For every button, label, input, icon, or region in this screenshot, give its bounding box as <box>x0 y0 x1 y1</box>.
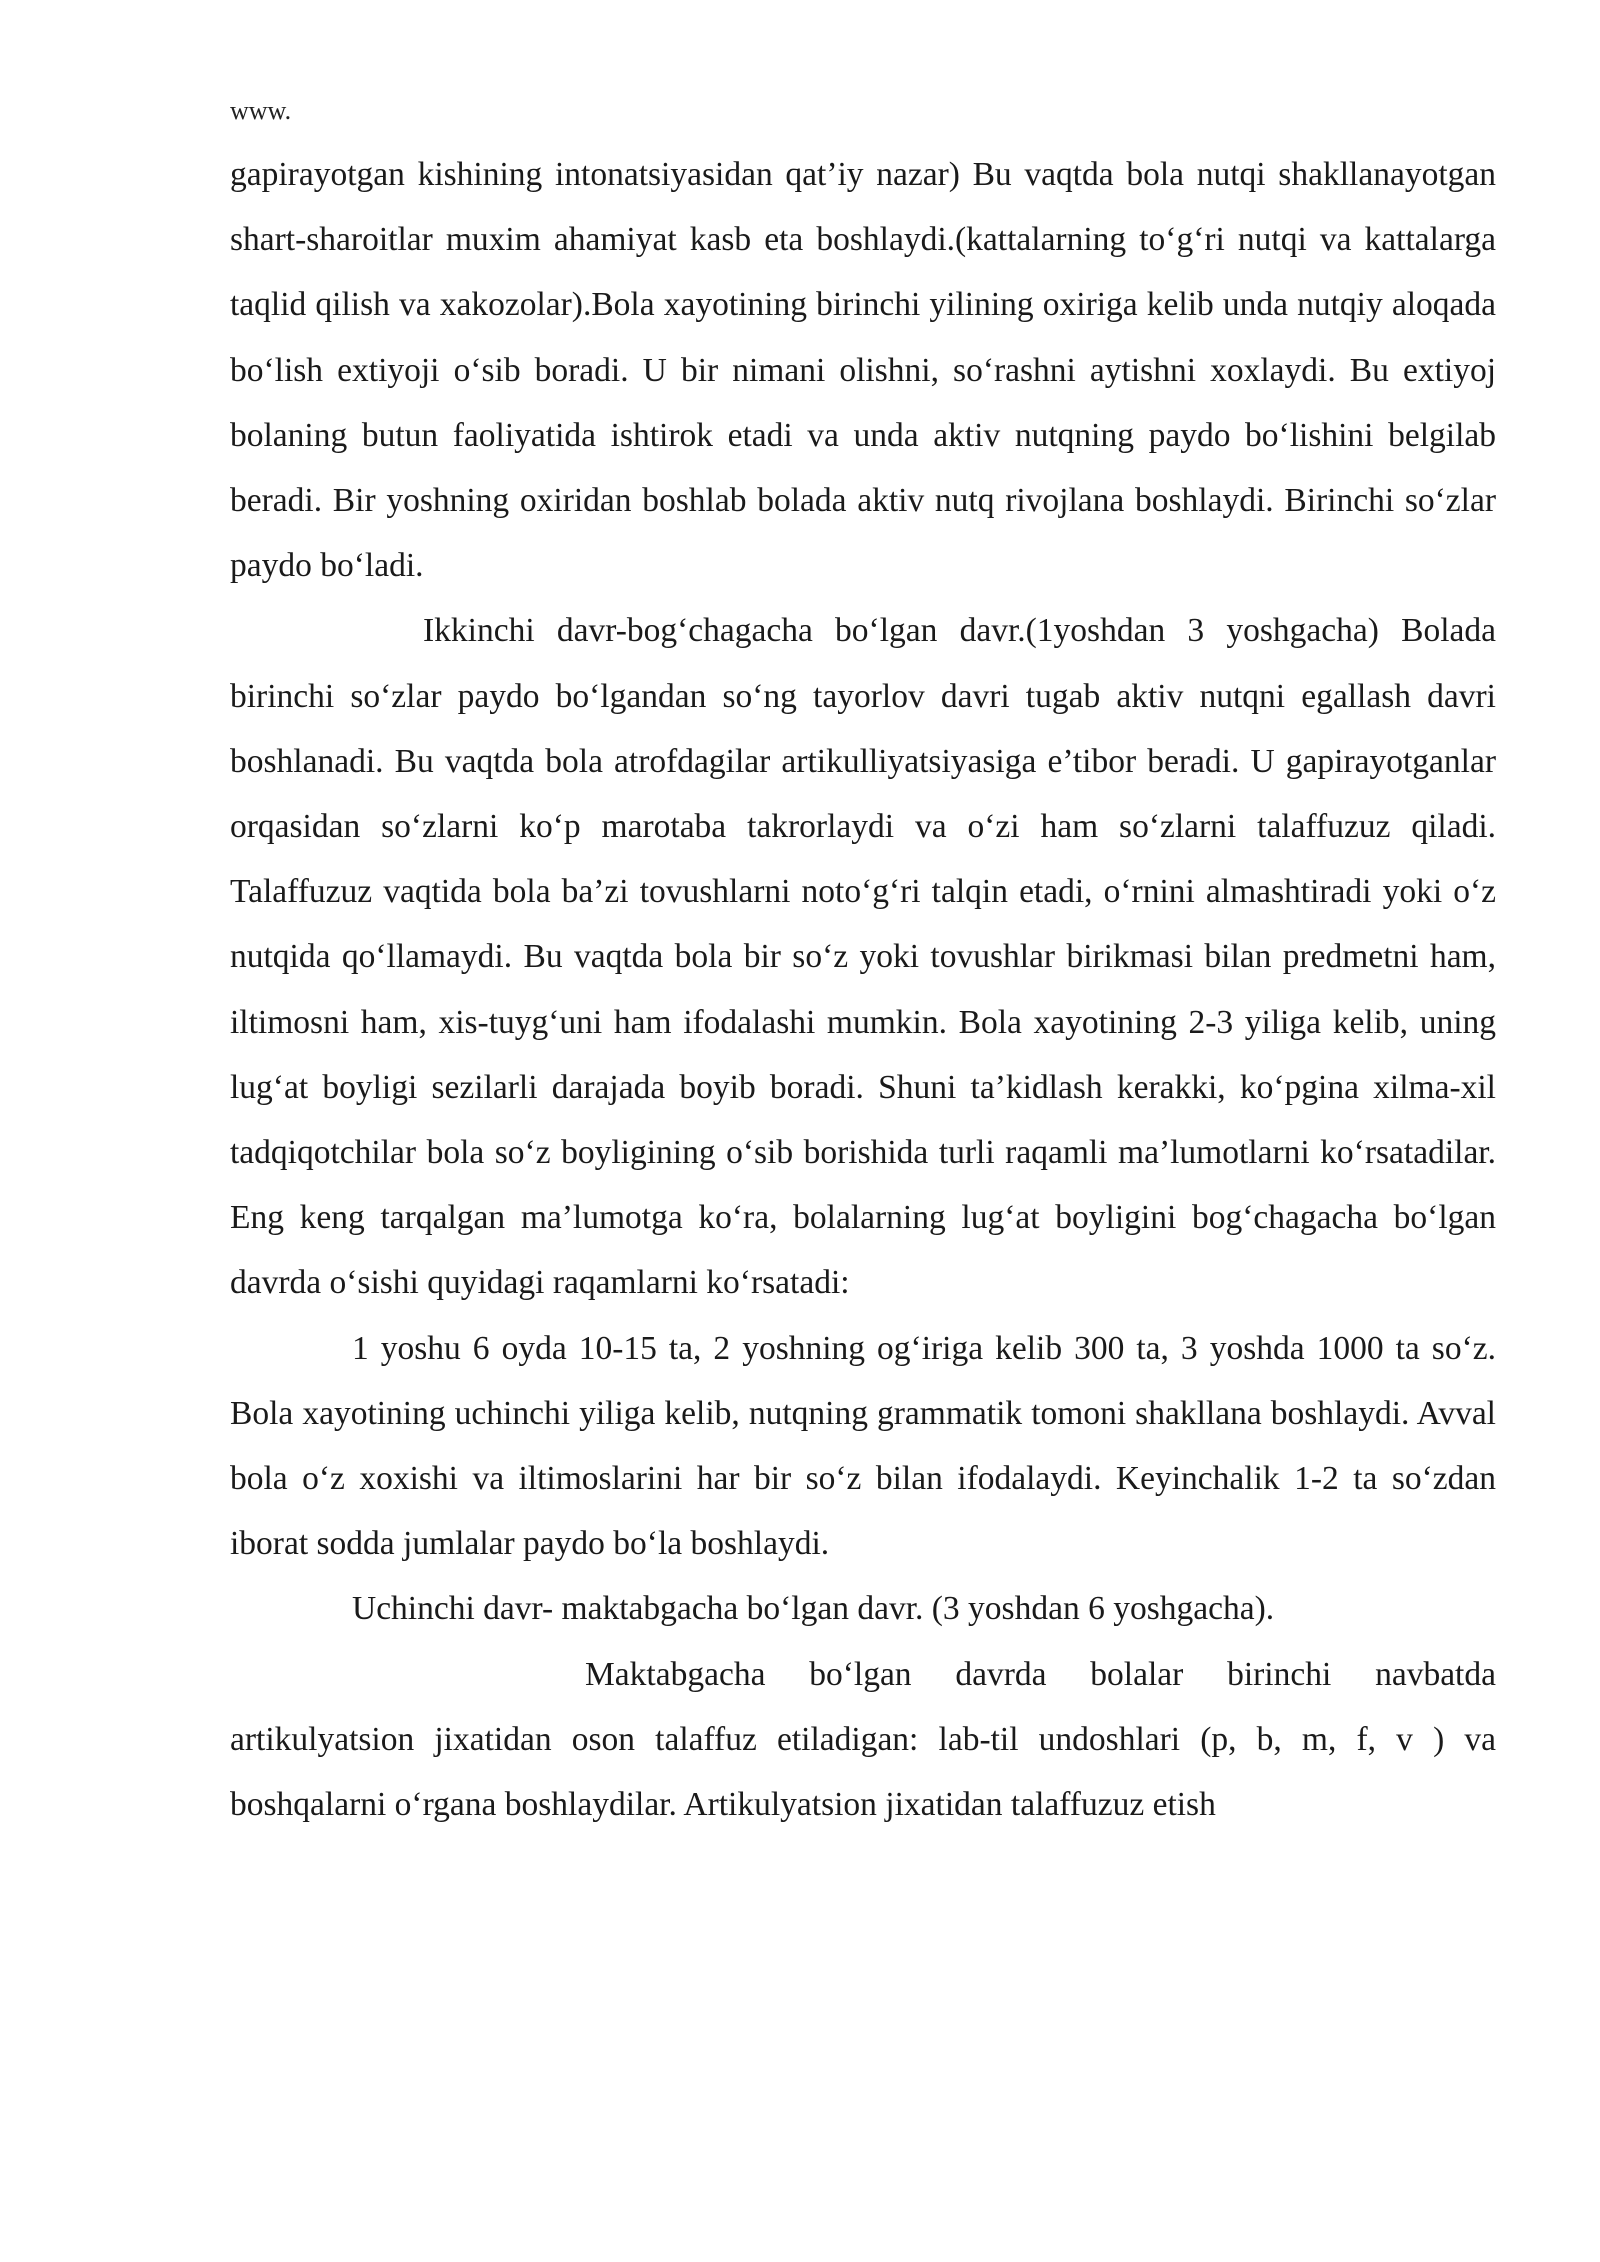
paragraph-vocabulary-numbers: 1 yoshu 6 oyda 10-15 ta, 2 yoshning og‘iriga kelib 300 ta, 3 yoshda 1000 ta so‘z. Bola xayotining uchinchi yiliga kelib, nutqning grammatik tomoni shakllana boshlaydi. Avval bola o‘z xoxishi va iltimoslarini har bir so‘z bilan ifodalaydi. Keyinchalik 1-2 ta so‘zdan iborat sodda jumlalar paydo bo‘la boshlaydi. <box>230 1329 1496 1563</box>
paragraph-intro: gapirayotgan kishining intonatsiyasidan qat’iy nazar) Bu vaqtda bola nutqi shakllanayotgan shart-sharoitlar muxim ahamiyat kasb eta boshlaydi.(kattalarning to‘g‘ri nutqi va kattalarga taqlid qilish va xakozolar).Bola xayotining birinchi yilining oxiriga kelib unda nutqiy aloqada bo‘lish extiyoji o‘sib boradi. U bir nimani olishni, so‘rashni aytishni xoxlaydi. Bu extiyoj bolaning butun faoliyatida ishtirok etadi va unda aktiv nutqning paydo bo‘lishini belgilab beradi. Bir yoshning oxiridan boshlab bolada aktiv nutq rivojlana boshlaydi. Birinchi so‘zlar paydo bo‘ladi. <box>230 156 1496 585</box>
page-header: www. <box>230 96 292 125</box>
paragraph-second-period: Ikkinchi davr-bog‘chagacha bo‘lgan davr.(1yoshdan 3 yoshgacha) Bolada birinchi so‘zlar paydo bo‘lgandan so‘ng tayorlov davri tugab aktiv nutqni egallash davri boshlanadi. Bu vaqtda bola atrofdagilar artikulliyatsiyasiga e’tibor beradi. U gapirayotganlar orqasidan so‘zlarni ko‘p marotaba takrorlaydi va o‘zi ham so‘zlarni talaffuzuz qiladi. Talaffuzuz vaqtida bola ba’zi tovushlarni noto‘g‘ri talqin etadi, o‘rnini almashtiradi yoki o‘z nutqida qo‘llamaydi. Bu vaqtda bola bir so‘z yoki tovushlar birikmasi bilan predmetni ham, iltimosni ham, xis-tuyg‘uni ham ifodalashi mumkin. Bola xayotining 2-3 yiliga kelib, uning lug‘at boyligi sezilarli darajada boyib boradi. Shuni ta’kidlash kerakki, ko‘pgina xilma-xil tadqiqotchilar bola so‘z boyligining o‘sib borishida turli raqamli ma’lumotlarni ko‘rsatadilar. Eng keng tarqalgan ma’lumotga ko‘ra, bolalarning lug‘at boyligini bog‘chagacha bo‘lgan davrda o‘sishi quyidagi raqamlarni ko‘rsatadi: <box>230 612 1496 1302</box>
document-body <box>230 142 1496 1837</box>
paragraph-preschool: Maktabgacha bo‘lgan davrda bolalar birinchi navbatda artikulyatsion jixatidan oson talaffuz etiladigan: lab-til undoshlari (p, b, m, f, v ) va boshqalarni o‘rgana boshlaydilar. Artikulyatsion jixatidan talaffuzuz etish <box>230 1655 1496 1824</box>
paragraph-third-period-heading: Uchinchi davr- maktabgacha bo‘lgan davr. (3 yoshdan 6 yoshgacha). <box>352 1590 1275 1628</box>
